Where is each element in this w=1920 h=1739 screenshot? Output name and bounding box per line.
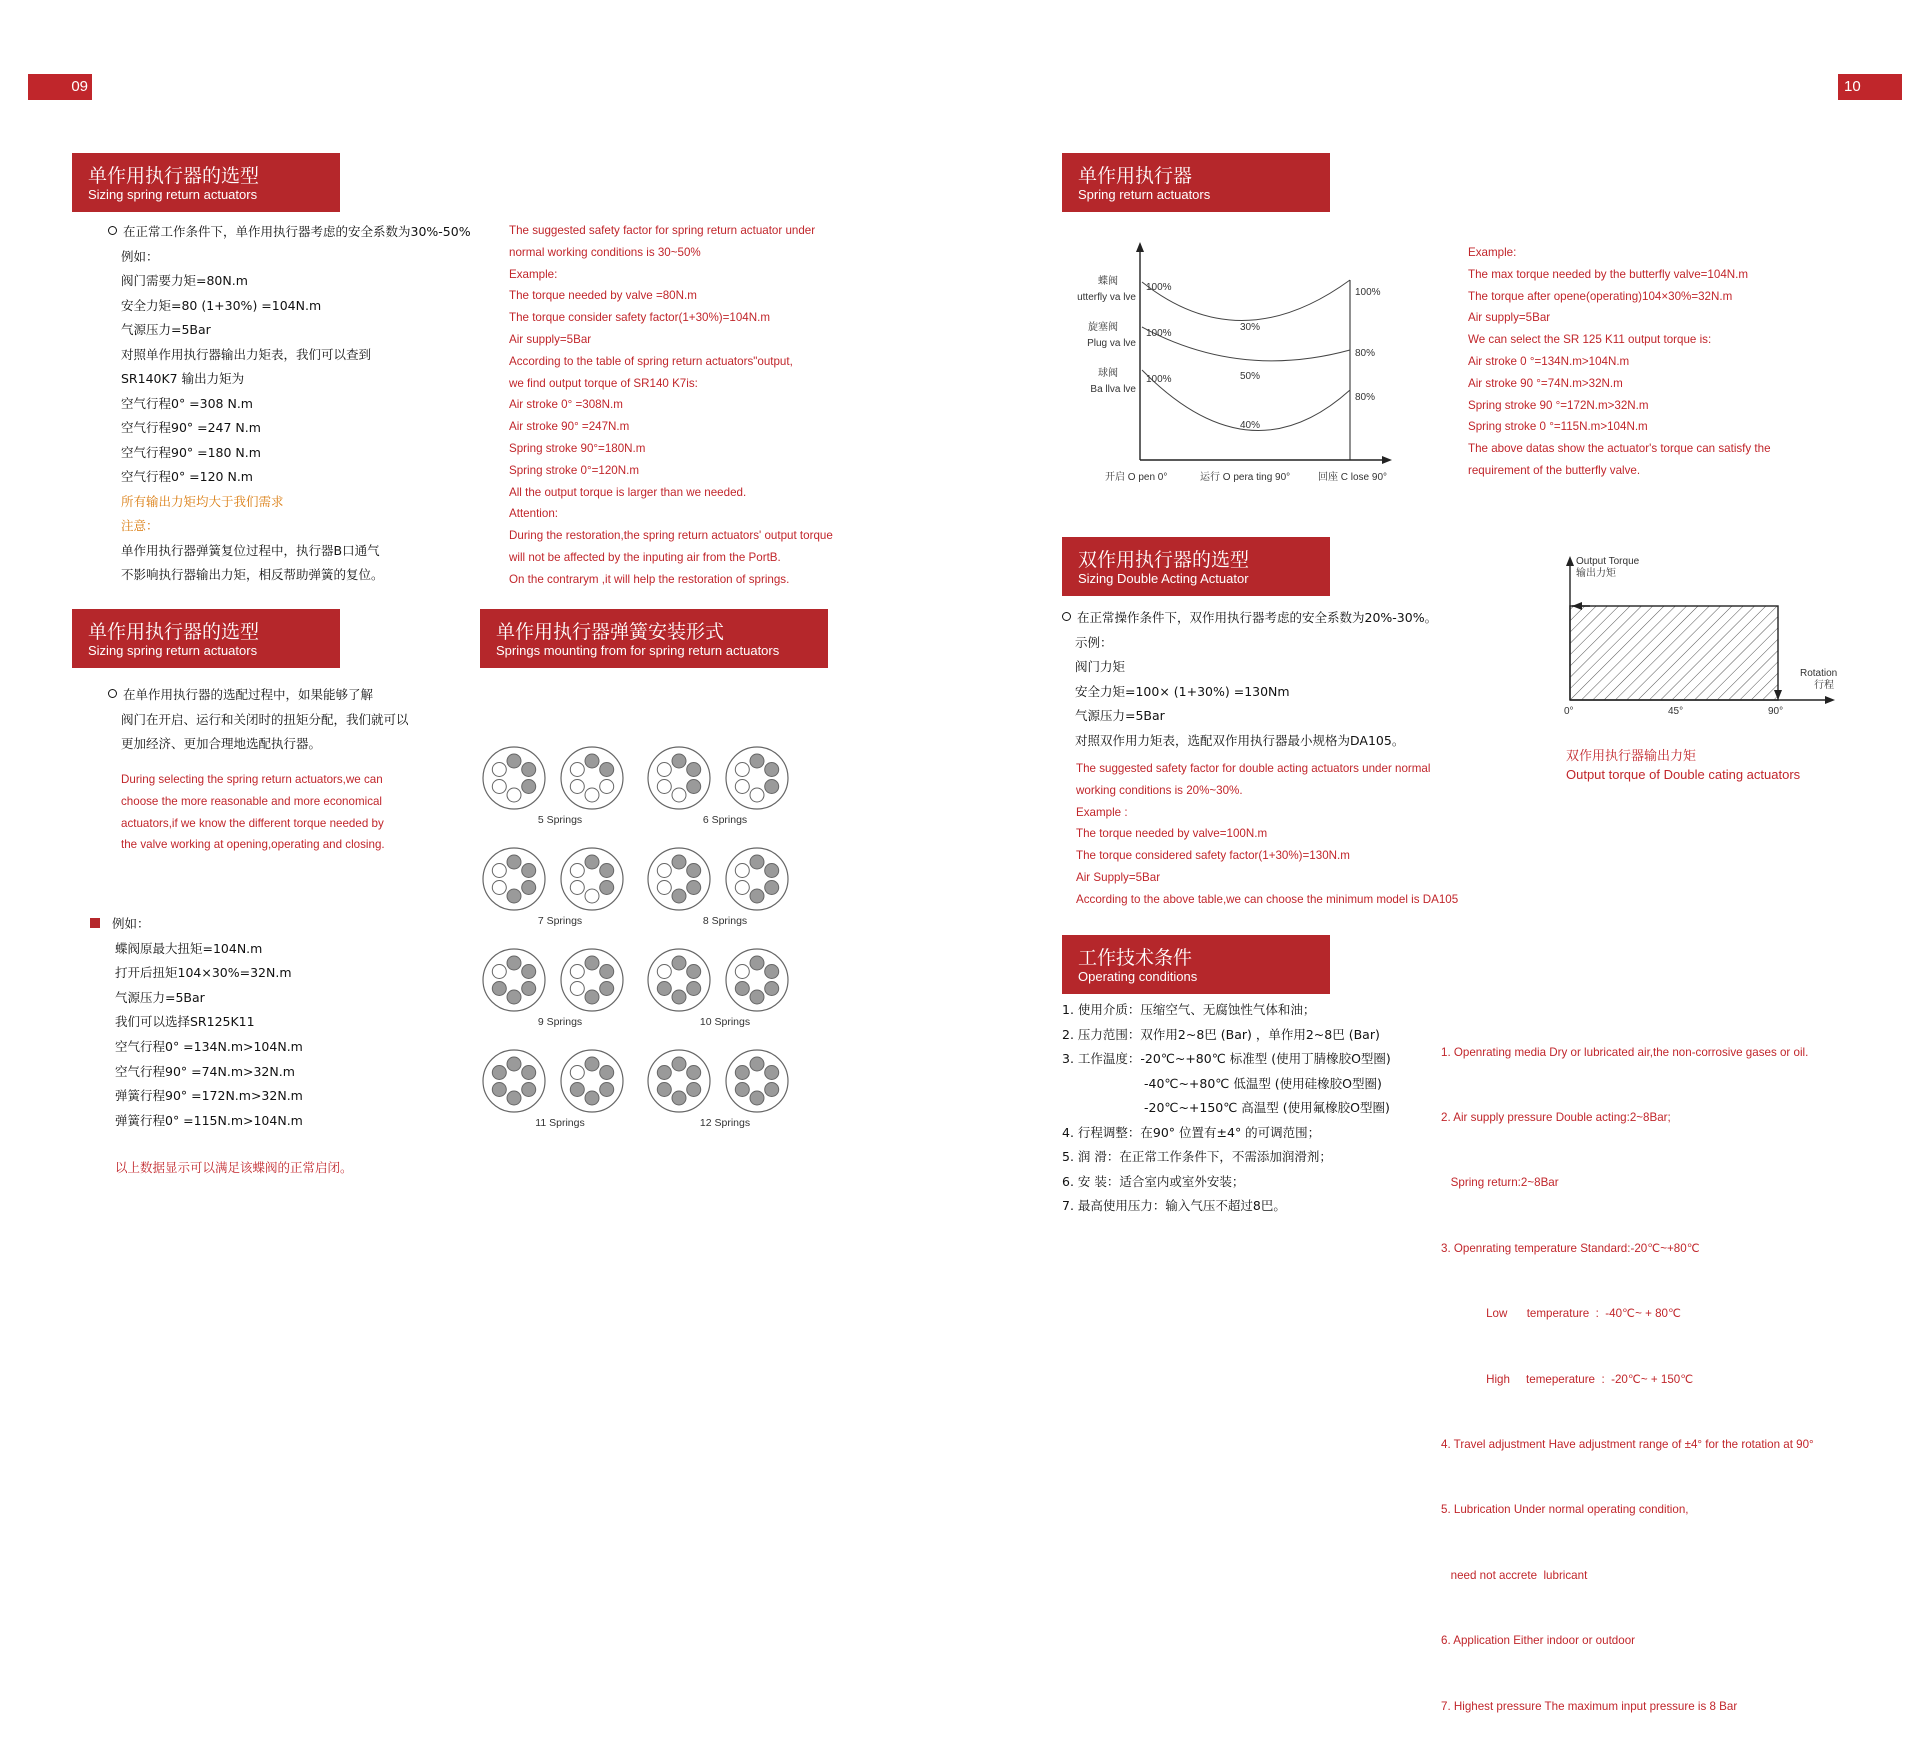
en-line: 2. Air supply pressure Double acting:2~8Bar; (1441, 1110, 1671, 1124)
en-line: Spring stroke 90°=180N.m (509, 441, 646, 455)
right-sec3-en-text (1441, 998, 1881, 1739)
spring-icon (672, 1057, 686, 1071)
spring-icon (570, 1083, 584, 1097)
right-sec1-title-cn: 单作用执行器 (1078, 165, 1193, 187)
spring-icon (750, 1091, 764, 1105)
spring-arrangement (645, 742, 805, 842)
spring-icon (492, 881, 506, 895)
left-example-block (90, 912, 450, 1133)
en-line: 6. Application Either indoor or outdoor (1441, 1634, 1635, 1648)
en-line: Attention: (509, 507, 558, 521)
cn-line: 阀门力矩 (1075, 659, 1126, 674)
spring-icon (765, 864, 779, 878)
cn-line: 3. 工作温度：-20℃~+80℃ 标准型 (使用丁腈橡胶O型圈) (1062, 1051, 1391, 1066)
spring-icon (672, 990, 686, 1004)
en-line: requirement of the butterfly valve. (1468, 463, 1641, 477)
en-line: The suggested safety factor for spring return actuator under (509, 224, 816, 237)
en-line: Spring stroke 0 °=115N.m>104N.m (1468, 420, 1648, 434)
row-mid-value: 50% (1240, 371, 1261, 382)
right-sec2-banner (1062, 537, 1330, 596)
spring-icon (507, 788, 521, 802)
spring-icon (585, 788, 599, 802)
example-line: 我们可以选择SR125K11 (115, 1014, 255, 1030)
spring-icon (585, 1091, 599, 1105)
example-line: 空气行程90° =74N.m>32N.m (115, 1063, 295, 1079)
spring-icon (735, 982, 749, 996)
spring-icon (585, 754, 599, 768)
en-line: During the restoration,the spring return actuators' output torque (509, 529, 833, 543)
en-line: We can select the SR 125 K11 output torque is: (1468, 333, 1712, 347)
row-mid-value: 40% (1240, 420, 1261, 431)
spring-arrangement (645, 843, 805, 943)
en-line: According to the above table,we can choose the minimum model is DA105 (1076, 892, 1459, 906)
spring-icon (657, 1083, 671, 1097)
en-line: working conditions is 20%~30%. (1076, 783, 1243, 797)
en-line: 1. Openrating media Dry or lubricated air,the non-corrosive gases or oil. (1441, 1045, 1809, 1059)
spring-icon (657, 780, 671, 794)
spring-icon (600, 1083, 614, 1097)
spring-icon (672, 889, 686, 903)
spring-icon (657, 864, 671, 878)
page-number-left-text: 09 (71, 78, 88, 95)
cn-line: 在单作用执行器的选配过程中，如果能够了解 (108, 683, 468, 708)
spring-icon (507, 889, 521, 903)
left-sec1-en-text (509, 220, 889, 591)
en-line: 7. Highest pressure The maximum input pressure is 8 Bar (1441, 1699, 1738, 1713)
x-axis-arrow-icon (1825, 696, 1835, 704)
spring-icon (507, 754, 521, 768)
spring-icon (765, 763, 779, 777)
row-left-value: 100% (1146, 374, 1172, 385)
cn-line: 阀门在开启、运行和关闭时的扭矩分配，我们就可以 (121, 711, 409, 727)
spring-icon (687, 763, 701, 777)
spring-icon (750, 754, 764, 768)
square-bullet-icon (90, 918, 100, 928)
right-sec2-cn-text (1062, 606, 1492, 753)
spring-icon (522, 763, 536, 777)
x-axis-arrow-icon (1382, 456, 1392, 464)
spring-icon (735, 763, 749, 777)
left-sec3-title-en: Springs mounting from for spring return actuators (496, 643, 780, 658)
spring-icon (570, 763, 584, 777)
tick-0: 0° (1564, 706, 1574, 717)
spring-icon (765, 965, 779, 979)
spring-pair-icon (480, 843, 640, 915)
spring-icon (570, 982, 584, 996)
row-left-value: 100% (1146, 328, 1172, 339)
spring-icon (585, 855, 599, 869)
en-line: High temeperature : -20℃~ + 150℃ (1441, 1372, 1694, 1386)
spring-icon (522, 1083, 536, 1097)
left-sec1-banner (72, 153, 340, 212)
page-number-right-text: 10 (1844, 78, 1861, 95)
spring-icon (600, 763, 614, 777)
butterfly-curve (1142, 280, 1350, 321)
spring-icon (687, 780, 701, 794)
spring-icon (657, 763, 671, 777)
spring-label: 9 Springs (537, 1016, 583, 1028)
spring-icon (507, 855, 521, 869)
spring-icon (507, 1057, 521, 1071)
spring-icon (492, 1083, 506, 1097)
en-line: Example: (509, 267, 558, 281)
tick-90: 90° (1768, 706, 1784, 717)
cn-line: SR140K7 输出力矩为 (121, 371, 245, 386)
x-label-open: 开启 O pen 0° (1105, 472, 1168, 483)
double-acting-torque-diagram (1550, 550, 1850, 720)
spring-icon (750, 855, 764, 869)
spring-icon (735, 1066, 749, 1080)
example-line: 打开后扭矩104×30%=32N.m (115, 965, 292, 981)
left-sec2-banner (72, 609, 340, 668)
cn-line: 对照双作用力矩表，选配双作用执行器最小规格为DA105。 (1075, 732, 1405, 748)
cn-line: 空气行程90° =247 N.m (121, 420, 261, 435)
en-line: The torque considered safety factor(1+30%)=130N.m (1076, 849, 1350, 863)
en-line: The torque consider safety factor(1+30%)=104N.m (509, 311, 770, 325)
en-line: Low temperature : -40℃~ + 80℃ (1441, 1307, 1681, 1321)
spring-icon (672, 754, 686, 768)
spring-pair-icon (645, 944, 805, 1016)
spring-pair-icon (480, 944, 640, 1016)
spring-icon (492, 965, 506, 979)
page-number-left (28, 74, 92, 100)
en-line: will not be affected by the inputing air from the PortB. (509, 550, 781, 564)
spring-icon (585, 956, 599, 970)
spring-icon (687, 881, 701, 895)
en-line: The suggested safety factor for double acting actuators under normal (1076, 762, 1431, 775)
spring-arrangement (645, 944, 805, 1044)
cn-line: 气源压力=5Bar (1075, 708, 1165, 723)
spring-icon (585, 889, 599, 903)
spring-label: 12 Springs (699, 1117, 751, 1129)
en-line: 5. Lubrication Under normal operating condition, (1441, 1503, 1689, 1517)
spring-icon (600, 965, 614, 979)
cn-line: 气源压力=5Bar (121, 322, 211, 337)
spring-icon (657, 965, 671, 979)
spring-icon (492, 1066, 506, 1080)
spring-arrangement (480, 742, 640, 842)
spring-icon (657, 1066, 671, 1080)
cn-line: 4. 行程调整：在90° 位置有±4° 的可调范围； (1062, 1124, 1321, 1140)
x-label-close: 回座 C lose 90° (1318, 472, 1388, 483)
right-sec1-title-en: Spring return actuators (1078, 187, 1211, 202)
cn-line: 注意： (121, 518, 159, 533)
en-line: The torque after opene(operating)104×30%=32N.m (1468, 289, 1733, 303)
spring-pair-icon (645, 843, 805, 915)
cn-line: 不影响执行器输出力矩，相反帮助弹簧的复位。 (121, 567, 384, 582)
spring-pair-icon (480, 742, 640, 814)
en-line: need not accrete lubricant (1441, 1568, 1588, 1582)
spring-icon (750, 788, 764, 802)
left-example-conclusion: 以上数据显示可以满足该蝶阀的正常启闭。 (115, 1160, 353, 1175)
right-sec3-title-en: Operating conditions (1078, 969, 1198, 984)
right-sec3-cn-text (1062, 998, 1442, 1219)
spring-label: 5 Springs (537, 814, 583, 826)
example-line: 弹簧行程0° =115N.m>104N.m (115, 1112, 303, 1128)
en-line: Air stroke 0 °=134N.m>104N.m (1468, 354, 1630, 368)
left-sec2-en-text (121, 769, 421, 856)
spring-icon (570, 965, 584, 979)
spring-icon (657, 982, 671, 996)
spring-icon (522, 982, 536, 996)
spring-icon (750, 1057, 764, 1071)
spring-icon (765, 1066, 779, 1080)
cn-line: 在正常工作条件下，单作用执行器考虑的安全系数为30%-50% (108, 220, 498, 245)
spring-icon (750, 990, 764, 1004)
spring-label: 7 Springs (537, 915, 583, 927)
spring-arrangement (645, 1045, 805, 1145)
cn-line: 6. 安 装：适合室内或室外安装； (1062, 1173, 1245, 1189)
cn-line: 所有输出力矩均大于我们需求 (121, 493, 284, 509)
cn-line: 例如： (121, 248, 159, 264)
en-line: The above datas show the actuator's torque can satisfy the (1468, 442, 1771, 456)
cn-line: 空气行程0° =120 N.m (121, 469, 253, 484)
x-label-en: Rotation (1800, 668, 1838, 679)
cn-line: -20℃~+150℃ 高温型 (使用氟橡胶O型圈) (1144, 1100, 1390, 1115)
spring-icon (492, 982, 506, 996)
circle-bullet-icon (108, 689, 117, 698)
spring-icon (687, 1083, 701, 1097)
en-line: Example: (1468, 246, 1517, 259)
spring-icon (600, 982, 614, 996)
spring-icon (765, 1083, 779, 1097)
spring-icon (687, 965, 701, 979)
caption-en: Output torque of Double cating actuators (1566, 767, 1801, 782)
spring-icon (522, 1066, 536, 1080)
en-line: we find output torque of SR140 K7is: (509, 376, 698, 390)
spring-icon (735, 1083, 749, 1097)
row-label-en: Plug va lve (1087, 338, 1136, 349)
spring-icon (750, 889, 764, 903)
spring-icon (687, 1066, 701, 1080)
cn-line: 7. 最高使用压力：输入气压不超过8巴。 (1062, 1198, 1286, 1213)
cn-line: 阀门需要力矩=80N.m (121, 273, 248, 288)
spring-icon (492, 780, 506, 794)
right-sec2-title-cn: 双作用执行器的选型 (1078, 549, 1250, 571)
cn-line: 示例： (1075, 634, 1113, 650)
spring-icon (735, 965, 749, 979)
row-right-value: 100% (1355, 287, 1381, 298)
example-line: 弹簧行程90° =172N.m>32N.m (115, 1088, 303, 1104)
cn-line: 更加经济、更加合理地选配执行器。 (121, 736, 322, 751)
en-line: Air Supply=5Bar (1076, 870, 1161, 884)
spring-arrangement (480, 1045, 640, 1145)
spring-label: 11 Springs (535, 1117, 585, 1129)
left-sec1-cn-text (108, 220, 498, 588)
cn-line: 单作用执行器弹簧复位过程中，执行器B口通气 (121, 542, 380, 558)
spring-icon (735, 864, 749, 878)
spring-icon (600, 780, 614, 794)
example-line: 蝶阀原最大扭矩=104N.m (115, 940, 263, 956)
row-left-value: 100% (1146, 282, 1172, 293)
spring-icon (507, 956, 521, 970)
left-sec1-title-cn: 单作用执行器的选型 (88, 165, 260, 187)
tick-45: 45° (1668, 706, 1684, 717)
row-label-en: Ba llva lve (1090, 384, 1136, 395)
right-sec2-title-en: Sizing Double Acting Actuator (1078, 571, 1249, 586)
left-sec3-title-cn: 单作用执行器弹簧安装形式 (496, 621, 725, 643)
spring-icon (492, 864, 506, 878)
spring-icon (600, 881, 614, 895)
spring-icon (765, 982, 779, 996)
spring-icon (672, 956, 686, 970)
spring-arrangement (480, 944, 640, 1044)
left-sec2-cn-text (108, 683, 468, 757)
cn-line: -40℃~+80℃ 低温型 (使用硅橡胶O型圈) (1144, 1075, 1382, 1091)
spring-icon (522, 881, 536, 895)
row-label-cn: 球阀 (1098, 368, 1118, 379)
spring-pair-icon (645, 1045, 805, 1117)
left-sec3-banner (480, 609, 828, 668)
en-line: Air stroke 0° =308N.m (509, 398, 623, 412)
x-label-cn: 行程 (1814, 680, 1834, 691)
left-sec2-title-en: Sizing spring return actuators (88, 643, 258, 658)
cn-line: 空气行程90° =180 N.m (121, 444, 261, 460)
cn-line: 对照单作用执行器输出力矩表，我们可以查到 (121, 346, 372, 362)
spring-icon (735, 881, 749, 895)
example-line: 空气行程0° =134N.m>104N.m (115, 1038, 303, 1054)
spring-icon (585, 990, 599, 1004)
spring-icon (492, 763, 506, 777)
spring-icon (735, 780, 749, 794)
spring-icon (750, 956, 764, 970)
en-line: 4. Travel adjustment Have adjustment range of ±4° for the rotation at 90° (1441, 1437, 1814, 1451)
spring-icon (522, 780, 536, 794)
spring-icon (585, 1057, 599, 1071)
spring-pair-icon (645, 742, 805, 814)
en-line: During selecting the spring return actuators,we can (121, 773, 383, 786)
en-line: Spring stroke 90 °=172N.m>32N.m (1468, 398, 1649, 412)
caption-cn: 双作用执行器输出力矩 (1566, 748, 1697, 763)
page-number-right (1838, 74, 1902, 100)
circle-bullet-icon (108, 226, 117, 235)
right-sec1-banner (1062, 153, 1330, 212)
en-line: Example : (1076, 805, 1128, 819)
en-line: Spring return:2~8Bar (1441, 1176, 1559, 1190)
cn-line: 1. 使用介质：压缩空气、无腐蚀性气体和油； (1062, 1002, 1316, 1017)
spring-icon (765, 881, 779, 895)
row-right-value: 80% (1355, 348, 1376, 359)
spring-icon (570, 881, 584, 895)
circle-bullet-icon (1062, 612, 1071, 621)
right-sec3-banner (1062, 935, 1330, 994)
y-axis-arrow-icon (1566, 556, 1574, 566)
spring-icon (600, 864, 614, 878)
spring-arrangement (480, 843, 640, 943)
torque-area (1570, 606, 1778, 700)
en-line: The torque needed by valve=100N.m (1076, 827, 1268, 841)
cn-line: 安全力矩=80 (1+30%) =104N.m (121, 297, 322, 313)
springs-diagram-grid (480, 742, 810, 1132)
spring-pair-icon (480, 1045, 640, 1117)
spring-icon (522, 965, 536, 979)
spring-icon (522, 864, 536, 878)
spring-icon (672, 788, 686, 802)
left-sec2-title-cn: 单作用执行器的选型 (88, 621, 260, 643)
en-line: Air supply=5Bar (1468, 311, 1551, 325)
spring-icon (672, 855, 686, 869)
y-axis-arrow-icon (1136, 242, 1144, 252)
spring-label: 6 Springs (702, 814, 748, 826)
spring-icon (657, 881, 671, 895)
row-label-cn: 蝶阀 (1098, 276, 1118, 287)
cn-line: 5. 润 滑：在正常工作条件下，不需添加润滑剂； (1062, 1149, 1332, 1164)
en-line: On the contrarym ,it will help the restoration of springs. (509, 572, 790, 586)
cn-line: 空气行程0° =308 N.m (121, 395, 253, 411)
en-line: Air stroke 90 °=74N.m>32N.m (1468, 376, 1623, 390)
cn-line: 2. 压力范围：双作用2~8巴 (Bar) ，单作用2~8巴 (Bar) (1062, 1026, 1380, 1042)
spring-icon (507, 1091, 521, 1105)
spring-icon (570, 864, 584, 878)
spring-icon (672, 1091, 686, 1105)
row-label-en: utterfly va lve (1077, 292, 1136, 303)
valve-torque-curve-chart (1060, 240, 1420, 490)
en-line: Air supply=5Bar (509, 332, 592, 346)
en-line: normal working conditions is 30~50% (509, 245, 701, 259)
spring-icon (687, 864, 701, 878)
spring-icon (570, 1066, 584, 1080)
left-sec1-title-en: Sizing spring return actuators (88, 187, 258, 202)
spring-label: 8 Springs (702, 915, 748, 927)
en-line: According to the table of spring return actuators"output, (509, 354, 793, 368)
right-sec2-en-text (1076, 758, 1496, 911)
x-label-operating: 运行 O pera ting 90° (1200, 472, 1291, 483)
spring-label: 10 Springs (699, 1016, 751, 1028)
en-line: Spring stroke 0°=120N.m (509, 463, 639, 477)
en-line: actuators,if we know the different torque needed by (121, 816, 384, 830)
spring-icon (570, 780, 584, 794)
en-line: The torque needed by valve =80N.m (509, 289, 697, 303)
en-line: All the output torque is larger than we needed. (509, 485, 747, 499)
en-line: choose the more reasonable and more economical (121, 794, 383, 808)
en-line: 3. Openrating temperature Standard:-20℃~+80℃ (1441, 1241, 1700, 1255)
row-right-value: 80% (1355, 392, 1376, 403)
spring-icon (600, 1066, 614, 1080)
row-label-cn: 旋塞阀 (1088, 322, 1118, 333)
spring-icon (687, 982, 701, 996)
spring-icon (765, 780, 779, 794)
spring-icon (507, 990, 521, 1004)
en-line: Air stroke 90° =247N.m (509, 420, 630, 434)
example-line: 气源压力=5Bar (115, 989, 205, 1005)
double-acting-caption (1566, 746, 1800, 784)
en-line: the valve working at opening,operating and closing. (121, 838, 385, 852)
cn-line: 安全力矩=100× (1+30%) =130Nm (1075, 683, 1290, 699)
row-mid-value: 30% (1240, 322, 1261, 333)
right-sec3-title-cn: 工作技术条件 (1078, 947, 1193, 969)
en-line: The max torque needed by the butterfly valve=104N.m (1468, 267, 1749, 281)
y-label-en: Output Torque (1576, 556, 1640, 567)
example-heading: 例如： (90, 912, 450, 937)
cn-line: 在正常操作条件下，双作用执行器考虑的安全系数为20%-30%。 (1062, 606, 1492, 631)
right-sec1-en-text (1468, 242, 1868, 482)
y-label-cn: 输出力矩 (1576, 568, 1616, 579)
